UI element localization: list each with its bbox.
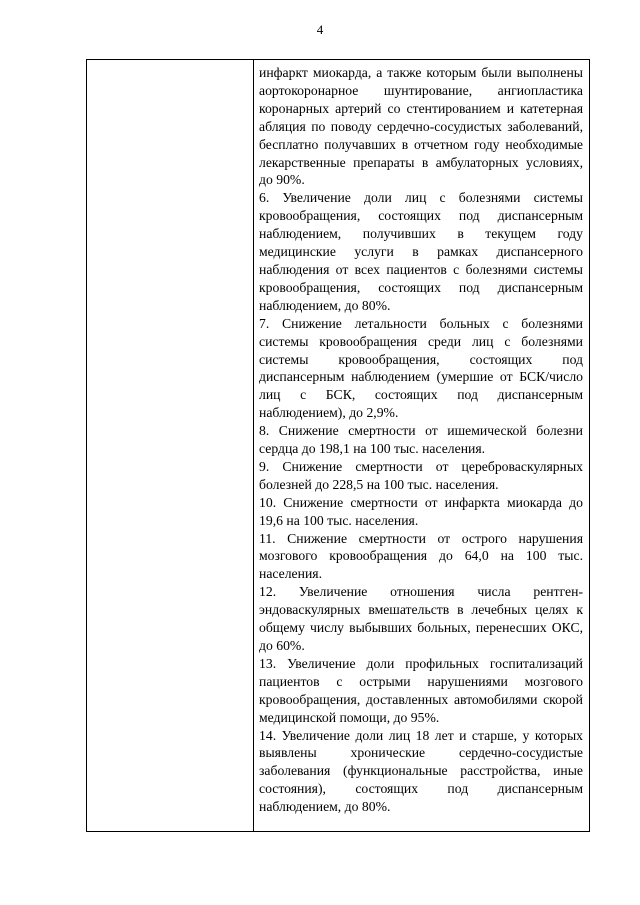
paragraph-continuation: инфаркт миокарда, а также которым были выполнены аортокоронарное шунтирование, ангиопластика коронарных артерий со стентированием и катетерная абляция по поводу сердечно-сосудистых заболеваний, бесплатно получавших в отчетном году необходимые лекарственные препараты в амбулаторных условиях, до 90%. xyxy=(259,65,583,188)
document-table xyxy=(86,59,590,832)
paragraph-item-10: 10. Снижение смертности от инфаркта миокарда до 19,6 на 100 тыс. населения. xyxy=(259,494,583,528)
paragraph-item-7: 7. Снижение летальности больных с болезнями системы кровообращения среди лиц с болезнями системы кровообращения, состоящих под диспансерным наблюдением (умершие от БСК/число лиц с БСК, состоящих под диспансерным наблюдением), до 2,9%. xyxy=(259,315,583,421)
table-cell-right xyxy=(254,60,589,831)
paragraph-item-6: 6. Увеличение доли лиц с болезнями системы кровообращения, состоящих под диспансерным наблюдением, получивших в текущем году медицинские услуги в рамках диспансерного наблюдения от всех пациентов с болезнями системы кровообращения, состоящих под диспансерным наблюдением, до 80%. xyxy=(259,190,583,313)
table-cell-left xyxy=(87,60,254,831)
paragraph-item-12: 12. Увеличение отношения числа рентген-эндоваскулярных вмешательств в лечебных целях к общему числу выбывших больных, перенесших ОКС, до 60%. xyxy=(259,584,583,653)
paragraph-item-11: 11. Снижение смертности от острого нарушения мозгового кровообращения до 64,0 на 100 тыс. населения. xyxy=(259,530,583,582)
page-number: 4 xyxy=(316,22,324,37)
paragraph-item-9: 9. Снижение смертности от цереброваскулярных болезней до 228,5 на 100 тыс. населения. xyxy=(259,458,583,492)
paragraph-item-8: 8. Снижение смертности от ишемической болезни сердца до 198,1 на 100 тыс. населения. xyxy=(259,423,583,457)
paragraph-item-13: 13. Увеличение доли профильных госпитализаций пациентов с острыми нарушениями мозгового кровообращения, доставленных автомобилями скорой медицинской помощи, до 95%. xyxy=(259,655,583,725)
paragraph-item-14: 14. Увеличение доли лиц 18 лет и старше, у которых выявлены хронические сердечно-сосудистые заболевания (функциональные расстройства, иные состояния), состоящих под диспансерным наблюдением, до 80%. xyxy=(259,727,583,815)
